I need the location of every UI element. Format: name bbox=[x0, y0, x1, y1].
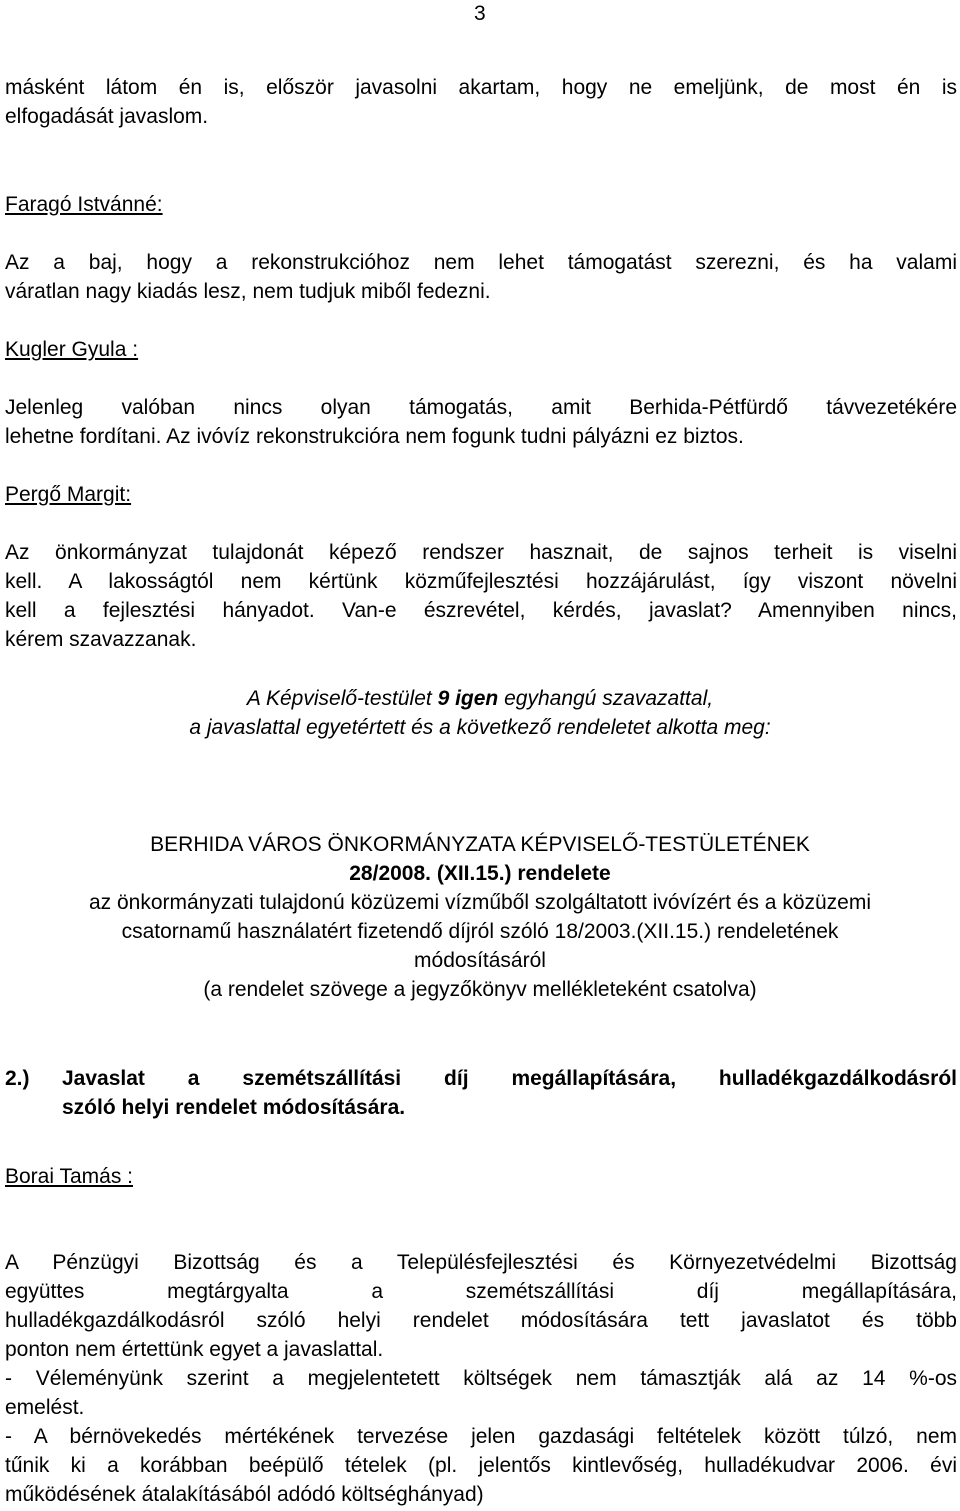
text-line: - A bérnövekedés mértékének tervezése jelen gazdasági feltételek között túlzó, nem bbox=[5, 1425, 957, 1448]
decree-block bbox=[0, 830, 960, 1004]
text-line: Az önkormányzat tulajdonát képező rendszer hasznait, de sajnos terheit is viselni bbox=[5, 541, 957, 564]
speaker-kugler: Kugler Gyula : bbox=[5, 338, 139, 361]
text-line: elfogadását javaslom. bbox=[5, 105, 209, 128]
agenda-number: 2.) bbox=[5, 1067, 30, 1090]
paragraph-3 bbox=[5, 393, 957, 451]
text-line: másként látom én is, először javasolni akartam, hogy ne emeljünk, de most én is bbox=[5, 76, 957, 99]
vote-line-2: a javaslattal egyetértett és a következő rendeletet alkotta meg: bbox=[189, 716, 771, 739]
page-number: 3 bbox=[474, 2, 486, 25]
paragraph-4 bbox=[5, 538, 957, 654]
decree-heading: BERHIDA VÁROS ÖNKORMÁNYZATA KÉPVISELŐ-TESTÜLETÉNEK bbox=[150, 833, 810, 856]
agenda-title-line: szóló helyi rendelet módosítására. bbox=[62, 1096, 406, 1119]
decree-title-line: az önkormányzati tulajdonú közüzemi vízműből szolgáltatott ivóvízért és a közüzemi bbox=[88, 891, 872, 914]
decree-title-line: csatornamű használatért fizetendő díjról szóló 18/2003.(XII.15.) rendeletének bbox=[121, 920, 839, 943]
paragraph-2 bbox=[5, 248, 957, 306]
paragraph-1 bbox=[5, 73, 957, 131]
speaker-borai: Borai Tamás : bbox=[5, 1165, 133, 1188]
text-line: kell a fejlesztési hányadot. Van-e észrevétel, kérdés, javaslat? Amennyiben nincs, bbox=[5, 599, 957, 622]
agenda-title-line: Javaslat a szemétszállítási díj megállapítására, hulladékgazdálkodásról bbox=[62, 1067, 957, 1090]
vote-result bbox=[0, 684, 960, 742]
decree-note: (a rendelet szövege a jegyzőkönyv mellékleteként csatolva) bbox=[203, 978, 757, 1001]
text-line: A Pénzügyi Bizottság és a Településfejlesztési és Környezetvédelmi Bizottság bbox=[5, 1251, 957, 1274]
text-line: váratlan nagy kiadás lesz, nem tudjuk miből fedezni. bbox=[5, 280, 491, 303]
text-line: működésének átalakításából adódó költséghányad) bbox=[5, 1483, 484, 1506]
text-line: együttes megtárgyalta a szemétszállítási díj megállapítására, bbox=[5, 1280, 957, 1303]
speaker-pergo: Pergő Margit: bbox=[5, 483, 132, 506]
text-line: kell. A lakosságtól nem kértünk közműfejlesztési hozzájárulást, így viszont növelni bbox=[5, 570, 957, 593]
decree-title-line: módosításáról bbox=[414, 949, 546, 972]
text-line: tűnik ki a korábban beépülő tételek (pl. jelentős kintlevőség, hulladékudvar 2006. évi bbox=[5, 1454, 957, 1477]
text-line: emelést. bbox=[5, 1396, 85, 1419]
paragraph-5 bbox=[5, 1248, 957, 1509]
text-line: ponton nem értettünk egyet a javaslattal. bbox=[5, 1338, 384, 1361]
text-line: hulladékgazdálkodásról szóló helyi rendelet módosítására tett javaslatot és több bbox=[5, 1309, 957, 1332]
speaker-farago: Faragó Istvánné: bbox=[5, 193, 163, 216]
agenda-item-2 bbox=[5, 1064, 957, 1122]
text-line: Jelenleg valóban nincs olyan támogatás, amit Berhida-Pétfürdő távvezetékére bbox=[5, 396, 957, 419]
decree-number: 28/2008. (XII.15.) rendelete bbox=[349, 862, 611, 885]
text-line: Az a baj, hogy a rekonstrukcióhoz nem lehet támogatást szerezni, és ha valami bbox=[5, 251, 957, 274]
text-line: lehetne fordítani. Az ivóvíz rekonstrukcióra nem fogunk tudni pályázni ez biztos. bbox=[5, 425, 744, 448]
vote-line-1: A Képviselő-testület 9 igen egyhangú szavazattal, bbox=[246, 687, 714, 710]
text-line: kérem szavazzanak. bbox=[5, 628, 197, 651]
text-line: - Véleményünk szerint a megjelentetett költségek nem támasztják alá az 14 %-os bbox=[5, 1367, 957, 1390]
